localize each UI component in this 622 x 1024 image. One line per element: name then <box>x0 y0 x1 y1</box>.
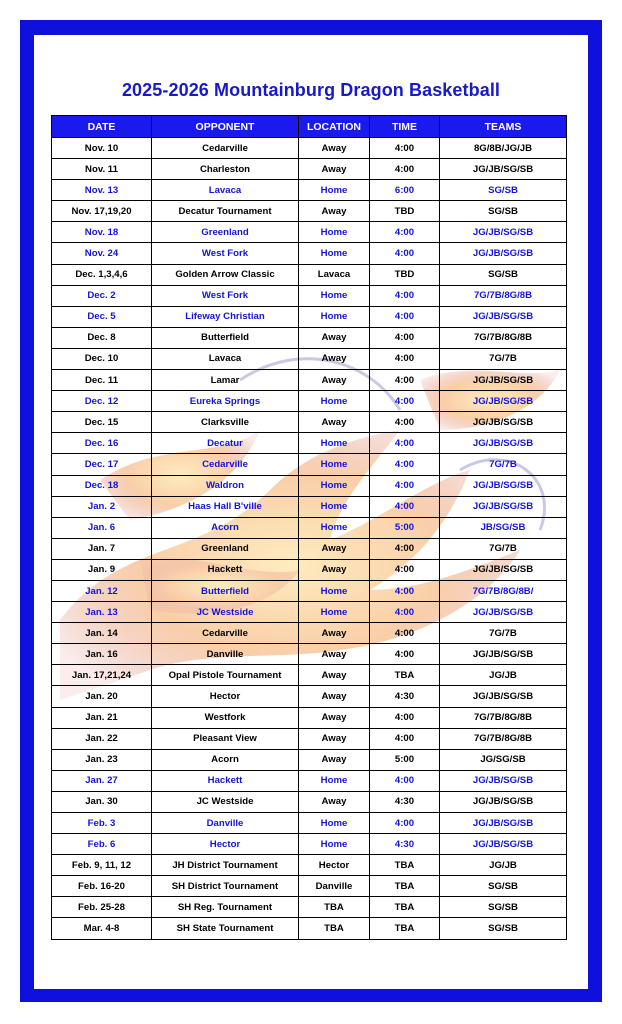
table-row <box>52 370 567 391</box>
table-row <box>52 496 567 517</box>
table-row <box>52 686 567 707</box>
cell-location: Away <box>299 370 370 391</box>
cell-location: Home <box>299 306 370 327</box>
cell-location: Away <box>299 707 370 728</box>
table-row <box>52 897 567 918</box>
table-row <box>52 201 567 222</box>
cell-time: TBA <box>370 876 440 897</box>
cell-opponent: Danville <box>152 644 299 665</box>
cell-time: 4:00 <box>370 348 440 369</box>
cell-location: Away <box>299 159 370 180</box>
cell-teams: JG/JB/SG/SB <box>440 222 567 243</box>
cell-location: Away <box>299 728 370 749</box>
cell-date: Nov. 11 <box>52 159 152 180</box>
table-row <box>52 243 567 264</box>
cell-teams: 7G/7B <box>440 623 567 644</box>
cell-location: Home <box>299 770 370 791</box>
cell-location: Home <box>299 517 370 538</box>
cell-opponent: Greenland <box>152 538 299 559</box>
cell-location: Home <box>299 391 370 412</box>
cell-teams: SG/SB <box>440 876 567 897</box>
cell-date: Feb. 9, 11, 12 <box>52 855 152 876</box>
cell-time: TBA <box>370 665 440 686</box>
cell-teams: JG/JB/SG/SB <box>440 412 567 433</box>
cell-date: Dec. 10 <box>52 348 152 369</box>
cell-teams: JG/JB/SG/SB <box>440 496 567 517</box>
table-row <box>52 602 567 623</box>
cell-opponent: Acorn <box>152 517 299 538</box>
cell-teams: JG/JB/SG/SB <box>440 686 567 707</box>
cell-time: 4:00 <box>370 623 440 644</box>
cell-time: 4:00 <box>370 370 440 391</box>
cell-opponent: Hackett <box>152 559 299 580</box>
cell-teams: JG/JB/SG/SB <box>440 834 567 855</box>
cell-location: Home <box>299 834 370 855</box>
cell-location: Home <box>299 813 370 834</box>
cell-teams: 8G/8B/JG/JB <box>440 138 567 159</box>
cell-location: Away <box>299 138 370 159</box>
cell-time: 4:00 <box>370 770 440 791</box>
cell-opponent: Opal Pistole Tournament <box>152 665 299 686</box>
cell-date: Dec. 17 <box>52 454 152 475</box>
cell-date: Feb. 6 <box>52 834 152 855</box>
cell-opponent: Eureka Springs <box>152 391 299 412</box>
cell-time: 4:00 <box>370 496 440 517</box>
cell-time: 4:00 <box>370 728 440 749</box>
header-location: LOCATION <box>299 116 370 138</box>
cell-opponent: Butterfield <box>152 580 299 601</box>
cell-date: Dec. 2 <box>52 285 152 306</box>
cell-opponent: Danville <box>152 813 299 834</box>
cell-location: Away <box>299 644 370 665</box>
cell-location: Home <box>299 222 370 243</box>
cell-time: 4:00 <box>370 454 440 475</box>
cell-time: 4:00 <box>370 580 440 601</box>
cell-opponent: Lifeway Christian <box>152 306 299 327</box>
cell-location: Away <box>299 686 370 707</box>
cell-teams: 7G/7B/8G/8B <box>440 285 567 306</box>
cell-date: Dec. 16 <box>52 433 152 454</box>
cell-time: 5:00 <box>370 517 440 538</box>
cell-opponent: JC Westside <box>152 791 299 812</box>
cell-teams: SG/SB <box>440 180 567 201</box>
cell-teams: JB/SG/SB <box>440 517 567 538</box>
cell-opponent: Acorn <box>152 749 299 770</box>
table-row <box>52 707 567 728</box>
cell-opponent: West Fork <box>152 243 299 264</box>
table-row <box>52 222 567 243</box>
cell-teams: 7G/7B <box>440 348 567 369</box>
cell-opponent: SH State Tournament <box>152 918 299 939</box>
header-opponent: OPPONENT <box>152 116 299 138</box>
cell-date: Jan. 2 <box>52 496 152 517</box>
cell-time: 4:00 <box>370 285 440 306</box>
cell-opponent: Charleston <box>152 159 299 180</box>
table-row <box>52 264 567 285</box>
cell-date: Jan. 12 <box>52 580 152 601</box>
cell-time: 4:00 <box>370 391 440 412</box>
header-teams: TEAMS <box>440 116 567 138</box>
cell-opponent: Cedarville <box>152 138 299 159</box>
cell-time: 4:00 <box>370 412 440 433</box>
cell-time: 4:00 <box>370 159 440 180</box>
cell-time: TBD <box>370 201 440 222</box>
cell-teams: JG/JB/SG/SB <box>440 770 567 791</box>
table-row <box>52 285 567 306</box>
cell-location: Away <box>299 327 370 348</box>
cell-teams: JG/JB/SG/SB <box>440 243 567 264</box>
cell-teams: JG/JB/SG/SB <box>440 433 567 454</box>
cell-teams: 7G/7B <box>440 454 567 475</box>
cell-opponent: Clarksville <box>152 412 299 433</box>
table-row <box>52 138 567 159</box>
cell-time: TBA <box>370 918 440 939</box>
cell-time: 4:00 <box>370 559 440 580</box>
table-row <box>52 770 567 791</box>
cell-date: Mar. 4-8 <box>52 918 152 939</box>
table-row <box>52 327 567 348</box>
cell-opponent: Golden Arrow Classic <box>152 264 299 285</box>
cell-teams: JG/JB/SG/SB <box>440 602 567 623</box>
cell-date: Jan. 17,21,24 <box>52 665 152 686</box>
table-row <box>52 559 567 580</box>
cell-location: Home <box>299 454 370 475</box>
cell-date: Nov. 13 <box>52 180 152 201</box>
cell-teams: JG/JB <box>440 855 567 876</box>
cell-date: Jan. 13 <box>52 602 152 623</box>
cell-time: 4:30 <box>370 834 440 855</box>
cell-opponent: Pleasant View <box>152 728 299 749</box>
cell-date: Feb. 16-20 <box>52 876 152 897</box>
cell-location: Away <box>299 749 370 770</box>
cell-opponent: Lavaca <box>152 348 299 369</box>
cell-date: Dec. 12 <box>52 391 152 412</box>
cell-opponent: SH District Tournament <box>152 876 299 897</box>
cell-teams: 7G/7B/8G/8B <box>440 707 567 728</box>
table-row <box>52 412 567 433</box>
header-row <box>52 116 567 138</box>
cell-time: 4:00 <box>370 222 440 243</box>
cell-location: Home <box>299 285 370 306</box>
cell-date: Dec. 8 <box>52 327 152 348</box>
cell-time: 4:00 <box>370 707 440 728</box>
cell-time: TBA <box>370 855 440 876</box>
page-title: 2025-2026 Mountainburg Dragon Basketball <box>121 80 501 100</box>
cell-opponent: JH District Tournament <box>152 855 299 876</box>
cell-location: Away <box>299 538 370 559</box>
cell-teams: SG/SB <box>440 897 567 918</box>
cell-date: Dec. 18 <box>52 475 152 496</box>
table-row <box>52 180 567 201</box>
cell-teams: JG/SG/SB <box>440 749 567 770</box>
cell-time: 4:00 <box>370 138 440 159</box>
cell-date: Dec. 5 <box>52 306 152 327</box>
cell-location: Lavaca <box>299 264 370 285</box>
cell-time: 4:00 <box>370 306 440 327</box>
cell-teams: 7G/7B/8G/8B <box>440 728 567 749</box>
cell-date: Jan. 14 <box>52 623 152 644</box>
cell-time: 4:00 <box>370 644 440 665</box>
cell-teams: SG/SB <box>440 918 567 939</box>
cell-time: 4:00 <box>370 433 440 454</box>
cell-teams: JG/JB/SG/SB <box>440 791 567 812</box>
cell-opponent: Cedarville <box>152 454 299 475</box>
table-row <box>52 454 567 475</box>
cell-teams: JG/JB/SG/SB <box>440 159 567 180</box>
cell-location: Home <box>299 580 370 601</box>
header-time: TIME <box>370 116 440 138</box>
cell-location: Home <box>299 433 370 454</box>
cell-date: Jan. 20 <box>52 686 152 707</box>
cell-date: Nov. 18 <box>52 222 152 243</box>
cell-date: Jan. 22 <box>52 728 152 749</box>
cell-time: 4:00 <box>370 475 440 496</box>
cell-location: Away <box>299 665 370 686</box>
table-row <box>52 159 567 180</box>
cell-location: Away <box>299 348 370 369</box>
cell-time: 4:30 <box>370 791 440 812</box>
cell-date: Nov. 17,19,20 <box>52 201 152 222</box>
cell-date: Feb. 3 <box>52 813 152 834</box>
cell-location: TBA <box>299 897 370 918</box>
cell-opponent: Waldron <box>152 475 299 496</box>
cell-date: Nov. 24 <box>52 243 152 264</box>
cell-date: Feb. 25-28 <box>52 897 152 918</box>
cell-date: Jan. 21 <box>52 707 152 728</box>
table-row <box>52 665 567 686</box>
cell-opponent: JC Westside <box>152 602 299 623</box>
cell-teams: 7G/7B/8G/8B/ <box>440 580 567 601</box>
cell-opponent: Westfork <box>152 707 299 728</box>
table-row <box>52 580 567 601</box>
cell-location: Away <box>299 791 370 812</box>
table-row <box>52 813 567 834</box>
schedule-rows <box>52 138 567 940</box>
cell-teams: SG/SB <box>440 201 567 222</box>
cell-teams: JG/JB/SG/SB <box>440 370 567 391</box>
cell-date: Jan. 30 <box>52 791 152 812</box>
cell-location: Home <box>299 475 370 496</box>
table-row <box>52 538 567 559</box>
cell-opponent: Decatur Tournament <box>152 201 299 222</box>
cell-opponent: Hector <box>152 686 299 707</box>
cell-teams: JG/JB/SG/SB <box>440 391 567 412</box>
table-row <box>52 749 567 770</box>
cell-location: Away <box>299 559 370 580</box>
table-row <box>52 644 567 665</box>
cell-teams: SG/SB <box>440 264 567 285</box>
table-row <box>52 306 567 327</box>
cell-date: Jan. 7 <box>52 538 152 559</box>
cell-date: Dec. 15 <box>52 412 152 433</box>
cell-opponent: Decatur <box>152 433 299 454</box>
table-row <box>52 855 567 876</box>
cell-time: 4:00 <box>370 538 440 559</box>
cell-opponent: Hackett <box>152 770 299 791</box>
table-row <box>52 728 567 749</box>
cell-location: Home <box>299 496 370 517</box>
table-row <box>52 918 567 939</box>
cell-date: Dec. 11 <box>52 370 152 391</box>
cell-location: Away <box>299 201 370 222</box>
cell-opponent: SH Reg. Tournament <box>152 897 299 918</box>
cell-opponent: West Fork <box>152 285 299 306</box>
table-row <box>52 475 567 496</box>
cell-teams: JG/JB <box>440 665 567 686</box>
cell-teams: 7G/7B/8G/8B <box>440 327 567 348</box>
cell-time: 4:00 <box>370 602 440 623</box>
cell-opponent: Cedarville <box>152 623 299 644</box>
cell-time: 4:30 <box>370 686 440 707</box>
cell-date: Jan. 23 <box>52 749 152 770</box>
cell-opponent: Hector <box>152 834 299 855</box>
table-row <box>52 876 567 897</box>
cell-teams: JG/JB/SG/SB <box>440 475 567 496</box>
cell-location: Away <box>299 412 370 433</box>
cell-teams: JG/JB/SG/SB <box>440 813 567 834</box>
header-date: DATE <box>52 116 152 138</box>
cell-time: 6:00 <box>370 180 440 201</box>
cell-time: TBD <box>370 264 440 285</box>
cell-date: Jan. 27 <box>52 770 152 791</box>
cell-opponent: Haas Hall B'ville <box>152 496 299 517</box>
cell-teams: JG/JB/SG/SB <box>440 559 567 580</box>
cell-location: TBA <box>299 918 370 939</box>
cell-teams: 7G/7B <box>440 538 567 559</box>
cell-time: 4:00 <box>370 813 440 834</box>
table-row <box>52 791 567 812</box>
cell-opponent: Butterfield <box>152 327 299 348</box>
cell-location: Away <box>299 623 370 644</box>
cell-date: Jan. 6 <box>52 517 152 538</box>
cell-time: 5:00 <box>370 749 440 770</box>
cell-time: TBA <box>370 897 440 918</box>
cell-location: Hector <box>299 855 370 876</box>
cell-location: Home <box>299 602 370 623</box>
table-row <box>52 348 567 369</box>
cell-location: Home <box>299 243 370 264</box>
cell-opponent: Lamar <box>152 370 299 391</box>
cell-time: 4:00 <box>370 243 440 264</box>
cell-date: Jan. 9 <box>52 559 152 580</box>
cell-location: Danville <box>299 876 370 897</box>
cell-opponent: Lavaca <box>152 180 299 201</box>
cell-location: Home <box>299 180 370 201</box>
cell-teams: JG/JB/SG/SB <box>440 644 567 665</box>
cell-date: Dec. 1,3,4,6 <box>52 264 152 285</box>
cell-date: Jan. 16 <box>52 644 152 665</box>
table-row <box>52 391 567 412</box>
cell-teams: JG/JB/SG/SB <box>440 306 567 327</box>
schedule-table <box>51 115 567 940</box>
table-row <box>52 517 567 538</box>
table-row <box>52 623 567 644</box>
cell-opponent: Greenland <box>152 222 299 243</box>
cell-time: 4:00 <box>370 327 440 348</box>
table-row <box>52 834 567 855</box>
table-row <box>52 433 567 454</box>
cell-date: Nov. 10 <box>52 138 152 159</box>
